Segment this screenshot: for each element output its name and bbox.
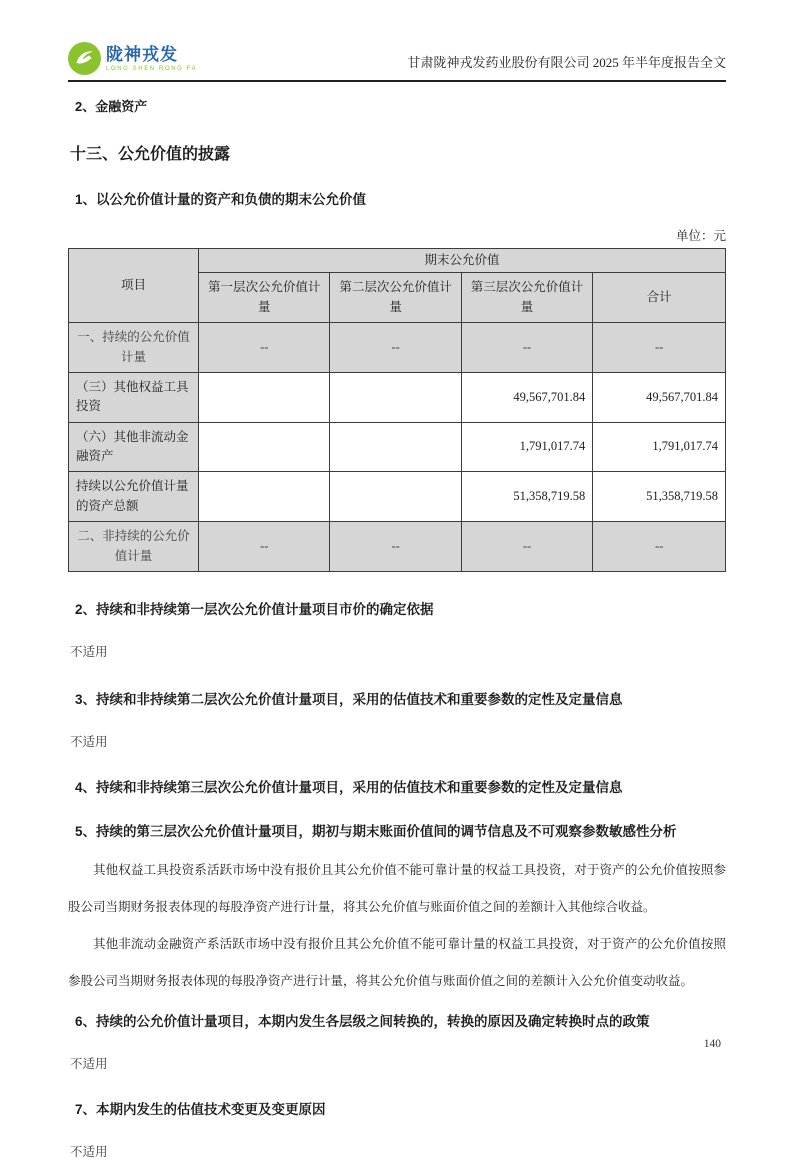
cell-value: 1,791,017.74 (593, 422, 726, 472)
table-row (69, 422, 726, 472)
heading-item-2: 2、持续和非持续第一层次公允价值计量项目市价的确定依据 (75, 601, 434, 617)
heading-item-5: 5、持续的第三层次公允价值计量项目，期初与期末账面价值间的调节信息及不可观察参数敏感性分析 (75, 823, 677, 839)
cell-value (199, 372, 330, 422)
cell-value (199, 472, 330, 522)
cell-value (330, 472, 461, 522)
heading-item-1: 1、以公允价值计量的资产和负债的期末公允价值 (75, 192, 367, 207)
cell-value: 49,567,701.84 (593, 372, 726, 422)
col-header-total: 合计 (593, 273, 726, 323)
cell-value: -- (199, 522, 330, 572)
heading-item-6: 6、持续的公允价值计量项目，本期内发生各层级之间转换的，转换的原因及确定转换时点的政策 (75, 1013, 650, 1029)
col-header-level2: 第二层次公允价值计量 (330, 273, 461, 323)
heading-item-4: 4、持续和非持续第三层次公允价值计量项目，采用的估值技术和重要参数的定性及定量信息 (75, 779, 623, 795)
table-row (69, 323, 726, 373)
paragraph-equity-instruments: 其他权益工具投资系活跃市场中没有报价且其公允价值不能可靠计量的权益工具投资，对于资产的公允价值按照参股公司当期财务报表体现的每股净资产进行计量，将其公允价值与账面价值之间的差额计入其他综合收益。 (68, 862, 726, 914)
heading-section-13: 十三、公允价值的披露 (70, 146, 231, 163)
cell-value: -- (461, 323, 592, 373)
cell-value: -- (461, 522, 592, 572)
row-label: 持续以公允价值计量的资产总额 (69, 472, 199, 522)
table-row (69, 372, 726, 422)
fair-value-table (68, 248, 726, 572)
cell-value: -- (199, 323, 330, 373)
document-title: 甘肃陇神戎发药业股份有限公司 2025 年半年度报告全文 (407, 55, 726, 70)
cell-value: -- (330, 323, 461, 373)
not-applicable-3: 不适用 (70, 1056, 108, 1071)
cell-value (330, 372, 461, 422)
logo-bird-icon (68, 42, 101, 75)
cell-value: 51,358,719.58 (461, 472, 592, 522)
unit-label: 单位：元 (675, 229, 726, 243)
cell-value: 1,791,017.74 (461, 422, 592, 472)
heading-financial-assets: 2、金融资产 (75, 99, 148, 114)
page-number: 140 (703, 1038, 721, 1050)
heading-item-3: 3、持续和非持续第二层次公允价值计量项目，采用的估值技术和重要参数的定性及定量信息 (75, 691, 623, 707)
row-label: （三）其他权益工具投资 (69, 372, 199, 422)
company-logo (68, 42, 197, 75)
brand-name-cn: 陇神戎发 (106, 44, 178, 64)
cell-value: -- (593, 522, 726, 572)
col-header-group: 期末公允价值 (199, 249, 726, 273)
page-header (68, 0, 726, 82)
col-header-level3: 第三层次公允价值计量 (461, 273, 592, 323)
table-row (69, 472, 726, 522)
cell-value (330, 422, 461, 472)
table-header-row-group (69, 249, 726, 273)
row-label: 二、非持续的公允价值计量 (69, 522, 199, 572)
cell-value: 51,358,719.58 (593, 472, 726, 522)
not-applicable-1: 不适用 (70, 644, 108, 659)
cell-value: 49,567,701.84 (461, 372, 592, 422)
cell-value (199, 422, 330, 472)
not-applicable-2: 不适用 (70, 734, 108, 749)
brand-name-en: LONG SHEN RONG FA (106, 65, 198, 72)
col-header-item: 项目 (69, 249, 199, 323)
cell-value: -- (593, 323, 726, 373)
not-applicable-4: 不适用 (70, 1144, 108, 1159)
logo-text (106, 46, 197, 72)
table-row (69, 522, 726, 572)
row-label: 一、持续的公允价值计量 (69, 323, 199, 373)
heading-item-7: 7、本期内发生的估值技术变更及变更原因 (75, 1101, 326, 1117)
row-label: （六）其他非流动金融资产 (69, 422, 199, 472)
paragraph-noncurrent-assets: 其他非流动金融资产系活跃市场中没有报价且其公允价值不能可靠计量的权益工具投资，对于资产的公允价值按照参股公司当期财务报表体现的每股净资产进行计量，将其公允价值与账面价值之间的差额计入公允价值变动收益。 (68, 936, 726, 988)
col-header-level1: 第一层次公允价值计量 (199, 273, 330, 323)
explanatory-paragraphs (68, 852, 726, 1000)
cell-value: -- (330, 522, 461, 572)
